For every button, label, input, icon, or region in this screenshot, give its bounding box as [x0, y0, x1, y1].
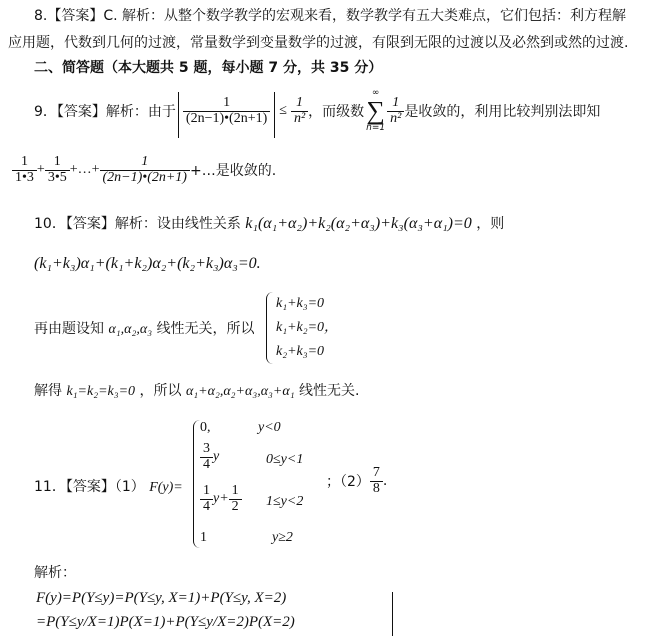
q8-line2: 应用题，代数到几何的过渡，常量数学到变量数学的过渡，有限到无限的过渡以及必然到或然的过渡. [8, 35, 629, 51]
section-heading: 二、简答题（本大题共 5 题，每小题 7 分，共 35 分） [34, 60, 383, 76]
q11-derive-bar [392, 592, 393, 636]
q9-abs-fraction: $\frac{1}{(2n-1)•(2n+1)}$ [183, 96, 270, 126]
q10-line1 [34, 213, 504, 233]
q10-given: 再由题设知 [34, 321, 104, 337]
q10-solved: 解得 [34, 383, 62, 399]
q11-line1-prefix [34, 476, 183, 496]
q9-abs-value [178, 96, 275, 126]
q9-dots: +…+ [69, 162, 100, 177]
q11-prefix: 11．【答案】（1） [34, 479, 145, 495]
q10-prefix: 10．【答案】解析：设由线性关系 [34, 216, 241, 232]
q11-case2-cond: 0≤y<1 [266, 452, 304, 467]
q10-suffix: ，则 [476, 216, 505, 232]
q9-rhs-fraction: $\frac{1}{\text{n²}}$ [291, 96, 308, 126]
q11-case4: 1 [200, 530, 207, 545]
q9-leq: ≤ [279, 103, 287, 118]
q10-relation-formula: k₁(α₁+α₂)+k₂(α₂+α₃)+k₃(α₃+α₁)=0 [245, 215, 472, 232]
q11-case2: $\frac{3}{4}$ y [200, 442, 219, 472]
q11-part2: ；（2） $\frac{7}{8}$ . [326, 465, 388, 496]
q10-independent: 线性无关，所以 [156, 321, 255, 337]
q11-case1-cond: y<0 [258, 420, 281, 435]
q10-sum-vectors: α₁+α₂,α₂+α₃,α₃+α₁ [185, 384, 295, 399]
q10-line4 [34, 380, 360, 400]
q10-system-brace [266, 292, 273, 364]
q9-series-term2: $\frac{1}{3•5}$ [45, 155, 70, 185]
q10-eq1: k₁+k₃=0 [276, 296, 325, 311]
q10-line2: (k₁+k₃)α₁+(k₁+k₂)α₂+(k₂+k₃)α₃=0. [34, 255, 261, 272]
q10-system [276, 292, 338, 364]
q11-derive2: =P(Y≤y/X=1)P(X=1)+P(Y≤y/X=2)P(X=2) [36, 614, 295, 630]
q11-part2-fraction: $\frac{7}{8}$ [370, 466, 383, 496]
q11-cases-brace [193, 420, 200, 548]
q9-series [12, 150, 276, 190]
q11-case3: $\frac{1}{4}$ y+ $\frac{1}{2}$ [200, 484, 242, 514]
q11-analysis-label: 解析： [34, 565, 76, 581]
q9-prefix: 9．【答案】解析：由于 [34, 104, 176, 120]
q9-sum: ∞ ∑ n=1 [366, 88, 386, 133]
q8-line1: 8.【答案】C. 解析：从整个数学教学的宏观来看，数学教学有五大类难点，它们包括：利方程解 [34, 8, 627, 24]
q9-mid-text: ，而级数 [308, 104, 365, 120]
q11-case1: 0, [200, 420, 211, 435]
q11-part2-label: ；（2） [326, 474, 370, 491]
q10-conclusion: 线性无关. [299, 383, 360, 399]
q9-plus: + [36, 162, 45, 177]
q9-line1 [34, 86, 600, 136]
q9-series-end: +…是收敛的. [189, 163, 277, 179]
q11-case3-cond: 1≤y<2 [266, 494, 304, 509]
q10-eq3: k₂+k₃=0 [276, 344, 325, 359]
q9-series-term1: $\frac{1}{1•3}$ [12, 155, 37, 185]
q10-vectors: α₁,α₂,α₃ [108, 322, 153, 337]
q11-derive1: F(y)=P(Y≤y)=P(Y≤y, X=1)+P(Y≤y, X=2) [36, 590, 287, 606]
q10-line3 [34, 318, 255, 338]
q11-case4-cond: y≥2 [272, 530, 293, 545]
q9-series-term3: $\frac{1}{(2n-1)•(2n+1)}$ [100, 155, 190, 185]
q9-tail-text: 是收敛的，利用比较判别法即知 [404, 104, 601, 120]
q10-eq2: k₁+k₂=0， [276, 320, 339, 335]
q9-term-fraction: $\frac{1}{\text{n²}}$ [387, 96, 404, 126]
q10-solution: k₁=k₂=k₃=0 [66, 384, 136, 399]
q11-F-label: F(y)= [149, 480, 183, 495]
q10-therefore: ，所以 [139, 383, 182, 399]
